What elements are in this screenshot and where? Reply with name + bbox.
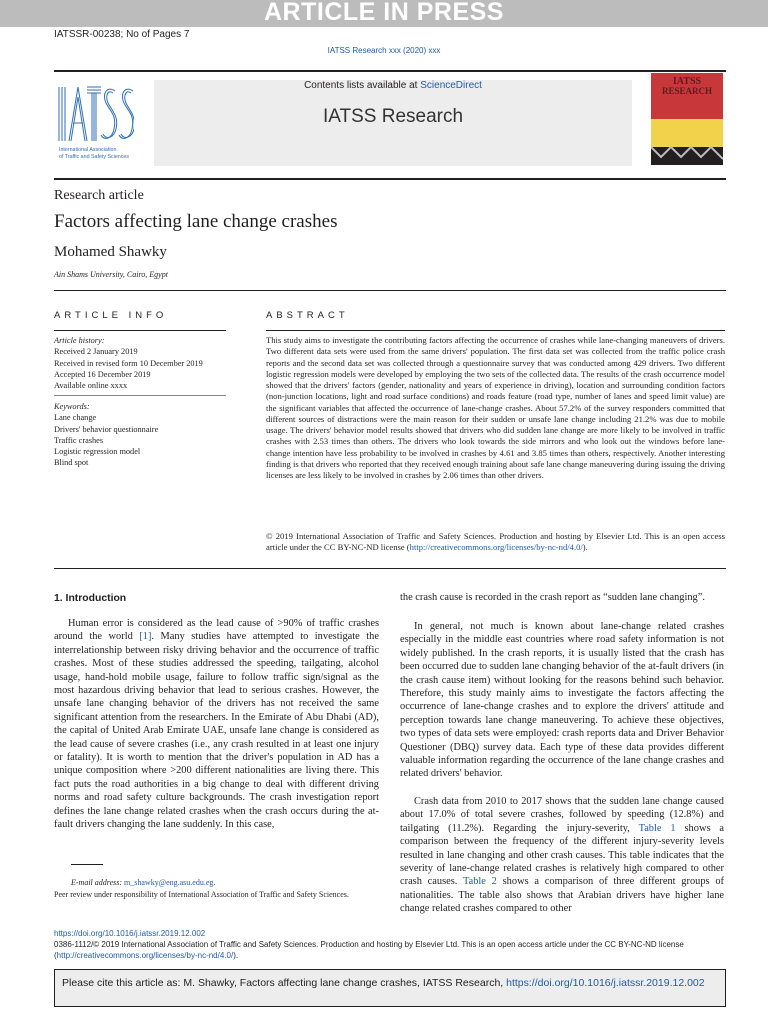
keyword-item: Logistic regression model bbox=[54, 447, 141, 457]
copyright-license-link[interactable]: http://creativecommons.org/licenses/by-nc-nd/4.0/ bbox=[56, 951, 234, 960]
article-id: IATSSR-00238; No of Pages 7 bbox=[54, 29, 190, 40]
keywords-label: Keywords: bbox=[54, 402, 90, 411]
article-info-rule bbox=[54, 330, 226, 331]
abstract-license bbox=[266, 531, 725, 554]
article-title: Factors affecting lane change crashes bbox=[54, 211, 338, 232]
citation-doi-link[interactable]: https://doi.org/10.1016/j.iatssr.2019.12.002 bbox=[506, 977, 705, 989]
table-1-link[interactable]: Table 1 bbox=[638, 822, 676, 834]
license-link[interactable]: http://creativecommons.org/licenses/by-nc-nd/4.0/ bbox=[409, 542, 583, 553]
introduction-heading: 1. Introduction bbox=[54, 593, 127, 604]
intro-text: . Many studies have attempted to investigate the interrelationship between risky driving behavior and the occurrence of traffic crashes. Most of these studies addressed the speeding, tailgating, alcohol usage, hand-hold mobile usage, failure to follow traffic sign/signal as the most hazardous driving behavior that lead to serious crashes. However, the unsafe lane changing behavior of the drivers has not received the same significant attention from the researchers. In the Emirate of Abu Dhabi (AD), the capital of United Arab Emirate UAE, unsafe lane change is considered as the lead cause of severe crashes (i.e., any crash resulted in at least one injury or fatality). It is worth to mention that the driver's population in AD has a unique composition where >200 different nationalities are living there. This fact puts the road authorities in a big change to deal with different driving norms and road safety culture backgrounds. The crash investigation report defines the lane change related crashes when the crash occurs during the at-fault drivers changing the lane suddenly. In this case, bbox=[54, 631, 379, 831]
keyword-item: Traffic crashes bbox=[54, 435, 104, 445]
article-history-label: Article history: bbox=[54, 336, 105, 345]
copyright-suffix: ). bbox=[233, 951, 239, 960]
contents-prefix: Contents lists available at bbox=[304, 80, 421, 91]
license-prefix: © 2019 International Association of Traffic and Safety Sciences. Production and hosting by Elsevier Ltd. This is an open access article under the CC BY-NC-ND license ( bbox=[266, 531, 725, 553]
doi-link[interactable]: https://doi.org/10.1016/j.iatssr.2019.12.002 bbox=[54, 929, 206, 938]
email-label: E-mail address: bbox=[71, 878, 125, 887]
introduction-left-column bbox=[54, 617, 379, 832]
logo-caption-1: International Association bbox=[59, 147, 117, 153]
footnote-email bbox=[71, 878, 215, 887]
article-type: Research article bbox=[54, 188, 144, 203]
keyword-item: Blind spot bbox=[54, 458, 89, 468]
copyright-prefix: 0386-1112/© 2019 International Association of Traffic and Safety Sciences. Production and hosting by Elsevier Ltd. This is an open access article under the CC BY-NC-ND license ( bbox=[54, 940, 684, 960]
sciencedirect-link[interactable]: ScienceDirect bbox=[420, 80, 482, 91]
article-in-press-text: ARTICLE IN PRESS bbox=[264, 0, 504, 26]
table-2-link[interactable]: Table 2 bbox=[462, 876, 497, 888]
logo-caption-2: of Traffic and Safety Sciences bbox=[59, 154, 129, 160]
keywords-rule bbox=[54, 395, 226, 396]
author-name[interactable]: Mohamed Shawky bbox=[54, 244, 167, 260]
keyword-item: Lane change bbox=[54, 413, 97, 423]
journal-reference-link[interactable]: IATSS Research xxx (2020) xxx bbox=[327, 46, 441, 55]
journal-cover-thumbnail[interactable] bbox=[651, 73, 723, 165]
citation-prefix: Please cite this article as: M. Shawky, Factors affecting lane change crashes, IATSS Research, bbox=[62, 977, 507, 989]
introduction-right-paragraph-1: In general, not much is known about lane-change related crashes especially in the middle east countries where road safety information is not widely published. In the crash reports, it is usually listed that the crash has been occurred due to sudden lane changing behavior of the at-fault drivers (in the crash cause item) without looking for the reasons behind such behavior. Therefore, this study mainly aims to investigate the factors affecting the occurrence of lane-change crashes and to explore the drivers' attitude and perception towards lane change maneuvering. To achieve these objectives, two types of data sets were employed: crash reports data and Driver Behavior Questioner (DBQ) survey data. Each type of these data provides different valuable information regarding the occurrence of the lane change crashes and related drivers' behavior. bbox=[400, 621, 724, 780]
introduction-right-paragraph-2 bbox=[400, 795, 724, 916]
intro-text: Crash data from 2010 to 2017 shows that the sudden lane change caused about 17.0% of total severe crashes, followed by speeding (12.8%) and tailgating (11.2%). Regarding the injury-severity, bbox=[400, 796, 724, 834]
intro-text: Human error is considered as the lead cause of >90% of traffic crashes around the world bbox=[54, 618, 379, 643]
journal-name[interactable]: IATSS Research bbox=[322, 106, 464, 127]
keywords-block bbox=[54, 401, 244, 469]
email-link[interactable]: m_shawky@eng.asu.edu.eg bbox=[124, 878, 214, 887]
abstract-heading: ABSTRACT bbox=[266, 310, 349, 321]
citation-ref-1[interactable]: [1] bbox=[139, 631, 152, 643]
intro-text: shows a comparison of three different groups of nationalities. The table also shows that Arabian drivers have higher lane change related crashes compared to other bbox=[400, 876, 724, 915]
intro-text: shows a comparison between the frequency of the different injury-severity levels resulted in lane changing and other crash causes. This table indicates that the severity of lane-change related crashes is relatively high compared to other crash causes. bbox=[400, 822, 724, 888]
abstract-bottom-rule bbox=[54, 568, 726, 569]
cover-title-2: RESEARCH bbox=[661, 86, 713, 96]
author-affiliation: Ain Shams University, Cairo, Egypt bbox=[54, 270, 168, 279]
iatss-logo-graphic bbox=[56, 83, 134, 165]
abstract-top-rule bbox=[266, 330, 725, 331]
header-bottom-rule bbox=[54, 178, 726, 180]
history-received: Received 2 January 2019 bbox=[54, 347, 138, 357]
iatss-logo[interactable] bbox=[56, 83, 134, 165]
cover-title-1: IATSS bbox=[672, 76, 702, 87]
introduction-right-continuation: the crash cause is recorded in the crash report as “sudden lane changing”. bbox=[400, 592, 705, 603]
cover-graphic bbox=[651, 73, 723, 165]
email-end: . bbox=[213, 878, 216, 887]
journal-reference bbox=[0, 46, 768, 55]
keyword-item: Drivers' behavior questionnaire bbox=[54, 424, 159, 434]
article-info-heading: ARTICLE INFO bbox=[54, 310, 168, 321]
abstract-text: This study aims to investigate the contributing factors affecting the occurrence of crashes while lane-changing maneuvers of drivers. Two different data sets were used from the same drivers' population. The first data set was collected from the traffic police crash reports and the second data set was collected through a questionnaire survey that was conducted among 429 drivers. Two different logistic regression models were developed by employing the two sets of the collected data. The results of the crash occurrence model showed that the drivers' factors (gender, nationality and years of experience in driving), location and surrounding condition factors (non-junction locations, light and road surface conditions) and roads feature (road type, number of lanes and speed limit value) are the significant variables that affected the occurrence of lane-change crashes. About 57.2% of the survey responders committed that different sources of distractions were the main reason for their sudden or unsafe lane change including 21.2% was due to mobile usage. The drivers' behavior model results showed that drivers who did sudden lane change are more likely to be involved in traffic crashes with 2.53 times than others. The drivers who look towards the side mirrors and who look out the windows before lane-change intention have less probability to be involved in crashes by 4.61 and 3.85 times than others, respectively. Another interesting finding is that drivers who reported that they received enough training about safe lane change maneuvering during issuing the driving licenses are less likely to be involved in crashes by 2.06 times than other drivers. bbox=[266, 335, 725, 480]
citation-text bbox=[62, 977, 705, 989]
doi-link-bottom bbox=[54, 929, 205, 938]
history-revised: Received in revised form 10 December 2019 bbox=[54, 358, 203, 368]
contents-available-line bbox=[154, 80, 632, 91]
header-top-rule bbox=[54, 70, 726, 72]
footnote-rule bbox=[71, 864, 103, 865]
footnote-peer-review: Peer review under responsibility of International Association of Traffic and Safety Sciences. bbox=[54, 890, 349, 899]
history-online: Available online xxxx bbox=[54, 381, 128, 391]
title-block-rule bbox=[54, 290, 726, 291]
copyright-notice bbox=[54, 939, 726, 961]
license-suffix: ). bbox=[582, 542, 588, 553]
history-accepted: Accepted 16 December 2019 bbox=[54, 369, 151, 379]
article-history bbox=[54, 335, 244, 391]
